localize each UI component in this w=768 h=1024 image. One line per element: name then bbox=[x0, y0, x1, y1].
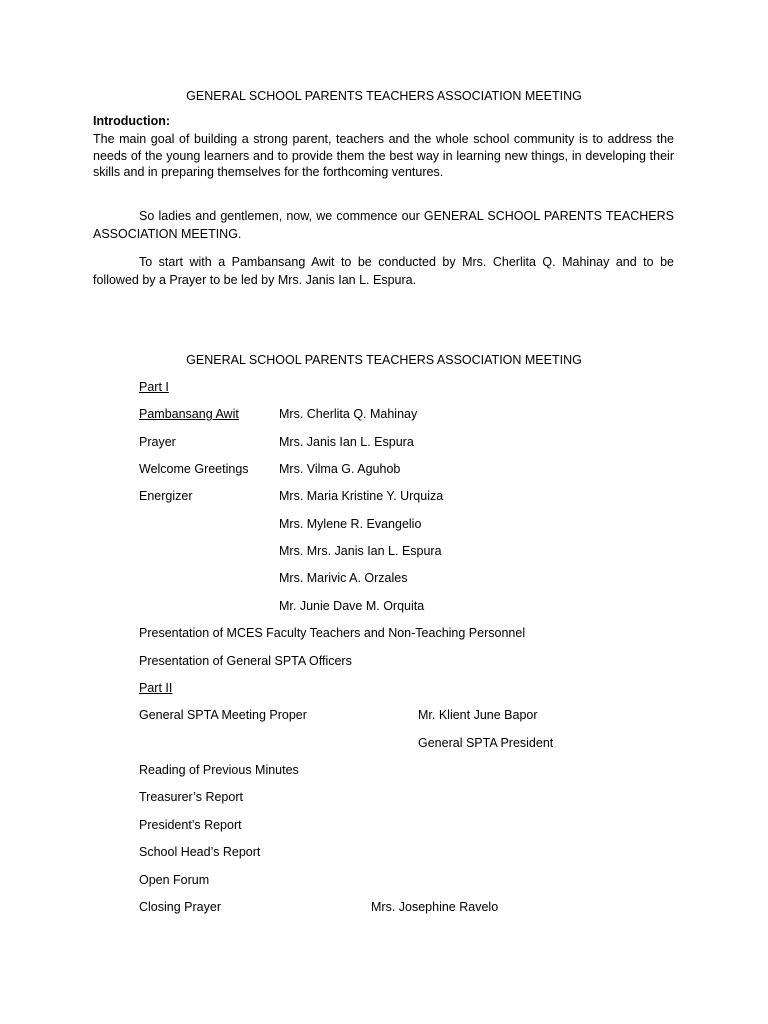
meeting-proper-item: General SPTA Meeting Proper bbox=[139, 708, 307, 722]
pambansang-awit-item: Pambansang Awit bbox=[139, 407, 239, 421]
meeting-proper-person: Mr. Klient June Bapor bbox=[418, 708, 538, 722]
open-forum-item: Open Forum bbox=[139, 873, 210, 887]
energizer-person: Mr. Junie Dave M. Orquita bbox=[279, 599, 425, 613]
presentation-officers-item: Presentation of General SPTA Officers bbox=[139, 654, 352, 668]
energizer-person: Mrs. Mylene R. Evangelio bbox=[279, 517, 422, 531]
closing-prayer-person: Mrs. Josephine Ravelo bbox=[371, 900, 499, 914]
energizer-person: Mrs. Maria Kristine Y. Urquiza bbox=[279, 489, 444, 503]
energizer-person: Mrs. Mrs. Janis Ian L. Espura bbox=[279, 544, 442, 558]
introduction-heading: Introduction: bbox=[93, 114, 171, 128]
treasurer-report-item: Treasurer’s Report bbox=[139, 790, 243, 804]
document-title: GENERAL SCHOOL PARENTS TEACHERS ASSOCIATION MEETING bbox=[186, 89, 582, 103]
prayer-item: Prayer bbox=[139, 435, 176, 449]
prayer-person: Mrs. Janis Ian L. Espura bbox=[279, 435, 414, 449]
reading-minutes-item: Reading of Previous Minutes bbox=[139, 763, 299, 777]
welcome-person: Mrs. Vilma G. Aguhob bbox=[279, 462, 401, 476]
energizer-person: Mrs. Marivic A. Orzales bbox=[279, 571, 408, 585]
part-one-heading: Part I bbox=[139, 380, 169, 394]
start-paragraph: To start with a Pambansang Awit to be conducted by Mrs. Cherlita Q. Mahinay and to be followed by a Prayer to be led by Mrs. Janis Ian L. Espura. bbox=[93, 255, 674, 287]
program-title: GENERAL SCHOOL PARENTS TEACHERS ASSOCIATION MEETING bbox=[186, 353, 582, 367]
school-head-report-item: School Head’s Report bbox=[139, 845, 261, 859]
introduction-text: The main goal of building a strong parent, teachers and the whole school community is to address the needs of the young learners and to provide them the best way in learning new things, in developing their skills and in preparing themselves for the forthcoming ventures. bbox=[93, 132, 674, 179]
energizer-item: Energizer bbox=[139, 489, 193, 503]
pambansang-awit-person: Mrs. Cherlita Q. Mahinay bbox=[279, 407, 418, 421]
presentation-faculty-item: Presentation of MCES Faculty Teachers and Non-Teaching Personnel bbox=[139, 626, 526, 640]
commence-paragraph: So ladies and gentlemen, now, we commence our GENERAL SCHOOL PARENTS TEACHERS ASSOCIATION MEETING. bbox=[93, 209, 674, 241]
president-report-item: President’s Report bbox=[139, 818, 242, 832]
part-two-heading: Part II bbox=[139, 681, 173, 695]
closing-prayer-item: Closing Prayer bbox=[139, 900, 221, 914]
welcome-item: Welcome Greetings bbox=[139, 462, 249, 476]
meeting-proper-role: General SPTA President bbox=[418, 736, 554, 750]
